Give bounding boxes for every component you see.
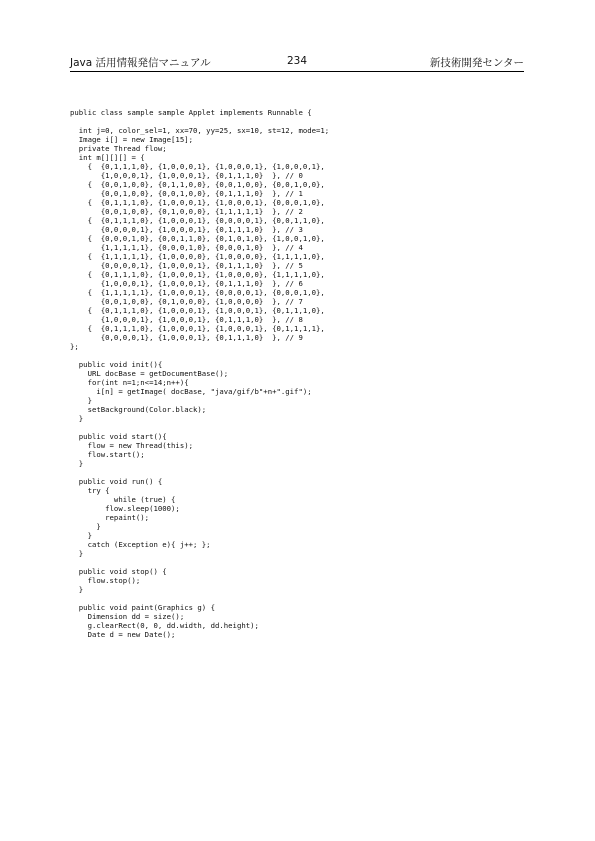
page-header [70,55,524,71]
page-number: 234 [286,55,308,67]
header-rule [70,71,524,72]
header-title: Java 活用情報発信マニュアル [70,57,211,69]
header-organization: 新技術開発センター [429,57,524,69]
code-listing: public class sample sample Applet implements Runnable { int j=0, color_sel=1, xx=70, yy=25, sx=10, st=12, mode=1; Image i[] = new Image[15]; private Thread flow; int m[][][] = { { {0,1,1,1,0}, {1,0,0,0,1}, {1,0,0,0,1}, {1,0,0,0,1}, {1,0,0,0,1}, {1,0,0,0,1}, {0,1,1,1,0} }, // 0 { {0,0,1,0,0}, {0,1,1,0,0}, {0,0,1,0,0}, {0,0,1,0,0}, {0,0,1,0,0}, {0,0,1,0,0}, {0,1,1,1,0} }, // 1 { {0,1,1,1,0}, {1,0,0,0,1}, {1,0,0,0,1}, {0,0,0,1,0}, {0,0,1,0,0}, {0,1,0,0,0}, {1,1,1,1,1} }, // 2 { {0,1,1,1,0}, {1,0,0,0,1}, {0,0,0,0,1}, {0,0,1,1,0}, {0,0,0,0,1}, {1,0,0,0,1}, {0,1,1,1,0} }, // 3 { {0,0,0,1,0}, {0,0,1,1,0}, {0,1,0,1,0}, {1,0,0,1,0}, {1,1,1,1,1}, {0,0,0,1,0}, {0,0,0,1,0} }, // 4 { {1,1,1,1,1}, {1,0,0,0,0}, {1,0,0,0,0}, {1,1,1,1,0}, {0,0,0,0,1}, {1,0,0,0,1}, {0,1,1,1,0} }, // 5 { {0,1,1,1,0}, {1,0,0,0,1}, {1,0,0,0,0}, {1,1,1,1,0}, {1,0,0,0,1}, {1,0,0,0,1}, {0,1,1,1,0} }, // 6 { {1,1,1,1,1}, {1,0,0,0,1}, {0,0,0,0,1}, {0,0,0,1,0}, {0,0,1,0,0}, {0,1,0,0,0}, {1,0,0,0,0} }, // 7 { {0,1,1,1,0}, {1,0,0,0,1}, {1,0,0,0,1}, {0,1,1,1,0}, {1,0,0,0,1}, {1,0,0,0,1}, {0,1,1,1,0} }, // 8 { {0,1,1,1,0}, {1,0,0,0,1}, {1,0,0,0,1}, {0,1,1,1,1}, {0,0,0,0,1}, {1,0,0,0,1}, {0,1,1,1,0} }, // 9 }; public void init(){ URL docBase = getDocumentBase(); for(int n=1;n<=14;n++){ i[n] = getImage( docBase, "java/gif/b"+n+".gif"); } setBackground(Color.black); } public void start(){ flow = new Thread(this); flow.start(); } public void run() { try { while (true) { flow.sleep(1000); repaint(); } } catch (Exception e){ j++; }; } public void stop() { flow.stop(); } public void paint(Graphics g) { Dimension dd = size(); g.clearRect(0, 0, dd.width, dd.height); Date d = new Date(); [70,108,330,639]
